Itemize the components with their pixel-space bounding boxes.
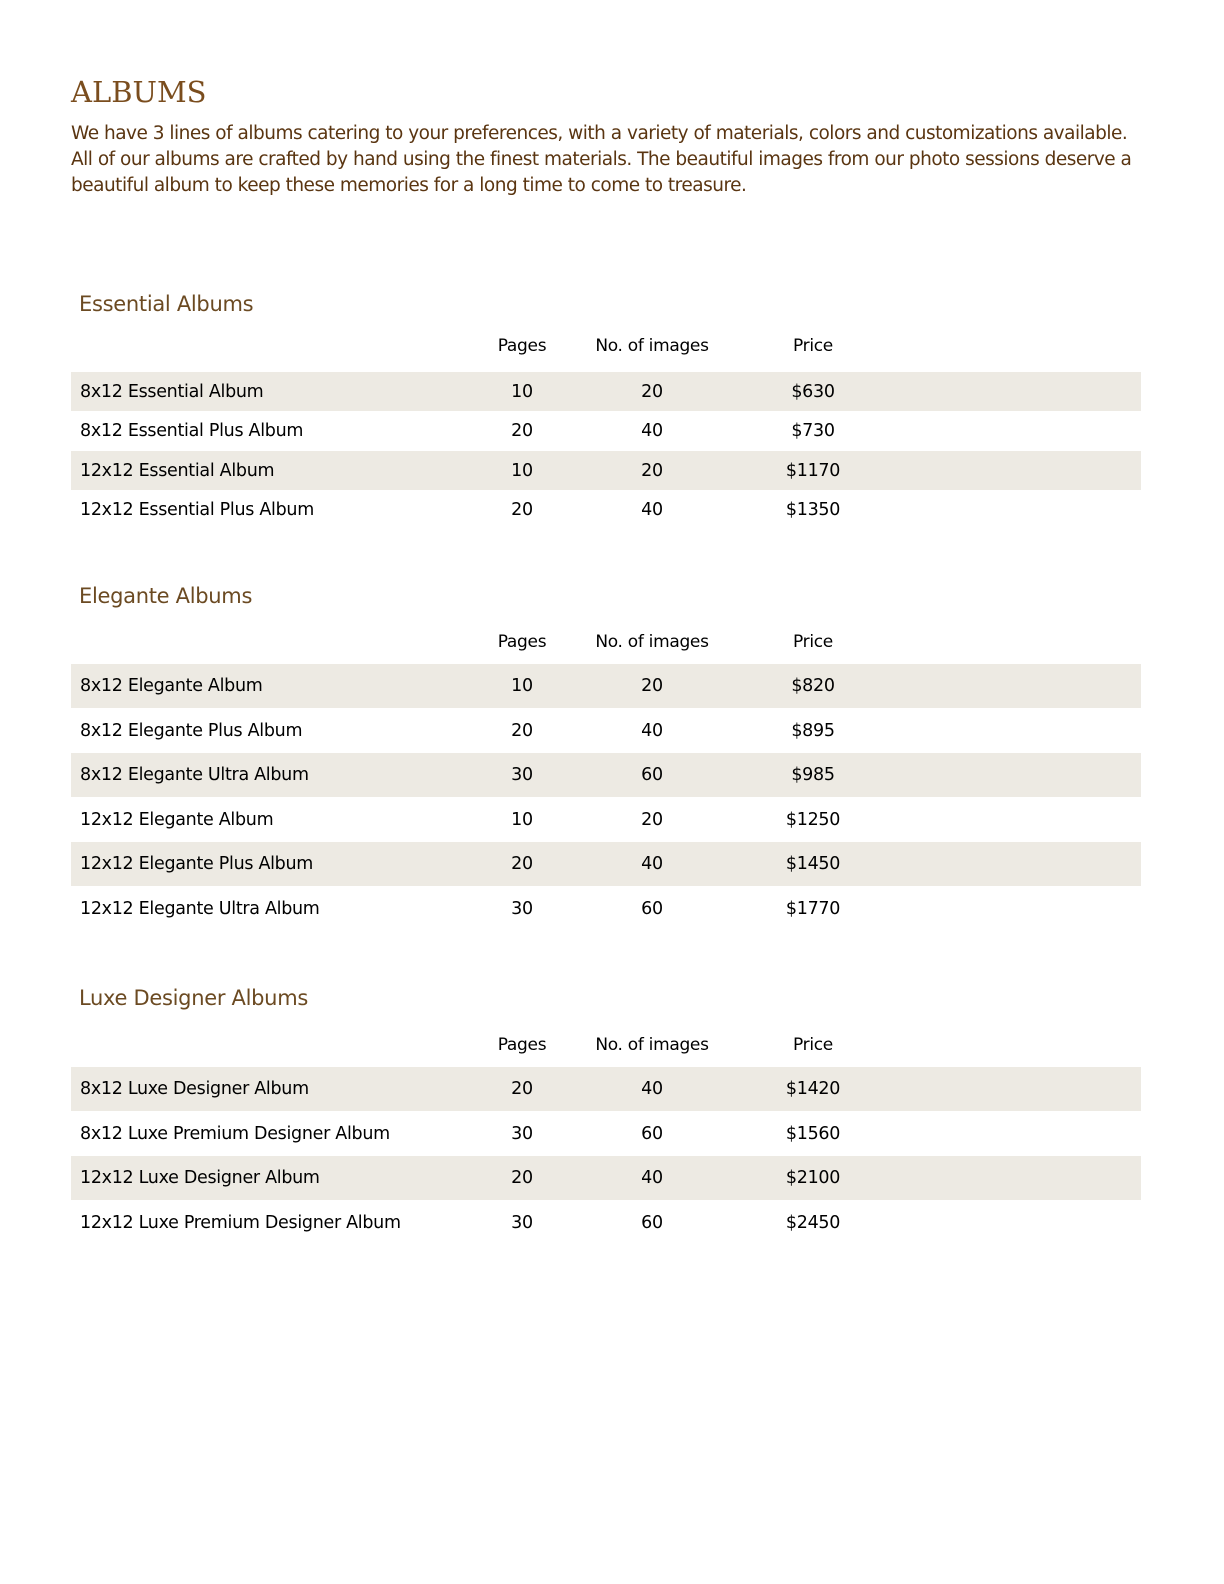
album-price: $820 <box>791 676 835 696</box>
column-header-price: Price <box>793 336 833 356</box>
album-images: 40 <box>641 1168 663 1188</box>
album-images: 40 <box>641 421 663 441</box>
album-name: 12x12 Luxe Designer Album <box>80 1168 320 1188</box>
album-pages: 20 <box>511 854 533 874</box>
album-name: 12x12 Elegante Plus Album <box>80 854 314 874</box>
table-row <box>71 1156 1141 1200</box>
album-pages: 10 <box>511 809 533 830</box>
album-images: 60 <box>641 1123 663 1144</box>
album-pages: 20 <box>511 720 533 741</box>
album-pages: 20 <box>511 1168 533 1188</box>
album-name: 12x12 Elegante Album <box>80 809 274 830</box>
album-images: 40 <box>641 1079 663 1099</box>
table-row <box>71 1067 1141 1111</box>
album-images: 60 <box>641 898 663 919</box>
album-images: 20 <box>641 809 663 830</box>
album-pages: 30 <box>511 1212 533 1233</box>
album-images: 20 <box>641 381 663 402</box>
album-name: 8x12 Luxe Designer Album <box>80 1079 309 1099</box>
album-pages: 20 <box>511 1079 533 1099</box>
album-price: $2450 <box>785 1212 841 1233</box>
table-row <box>71 842 1141 886</box>
album-name: 8x12 Luxe Premium Designer Album <box>80 1123 390 1144</box>
section-title: Essential Albums <box>79 292 254 316</box>
album-name: 8x12 Essential Plus Album <box>80 421 304 441</box>
column-header-images: No. of images <box>595 336 709 356</box>
table-row <box>71 797 1141 842</box>
album-price: $1350 <box>785 500 841 520</box>
table-row <box>71 490 1141 530</box>
album-images: 40 <box>641 720 663 741</box>
album-name: 8x12 Elegante Ultra Album <box>80 765 309 785</box>
table-row <box>71 664 1141 708</box>
album-price: $1170 <box>785 460 841 481</box>
album-pages: 10 <box>511 381 533 402</box>
album-images: 60 <box>641 1212 663 1233</box>
album-pages: 10 <box>511 676 533 696</box>
album-images: 40 <box>641 854 663 874</box>
album-price: $1450 <box>785 854 841 874</box>
section-title: Elegante Albums <box>79 584 253 608</box>
album-price: $895 <box>791 720 835 741</box>
table-row <box>71 451 1141 490</box>
essential-albums-section <box>0 290 1224 540</box>
album-images: 20 <box>641 460 663 481</box>
table-row <box>71 886 1141 931</box>
album-price: $1420 <box>785 1079 841 1099</box>
column-header-pages: Pages <box>497 336 547 356</box>
album-price: $2100 <box>785 1168 841 1188</box>
table-row <box>71 1111 1141 1156</box>
column-header-price: Price <box>793 632 833 652</box>
column-header-price: Price <box>793 1035 833 1055</box>
album-pages: 30 <box>511 898 533 919</box>
elegante-albums-section <box>0 582 1224 942</box>
album-name: 8x12 Elegante Plus Album <box>80 720 303 741</box>
album-images: 20 <box>641 676 663 696</box>
luxe-designer-albums-section <box>0 984 1224 1254</box>
table-row <box>71 372 1141 411</box>
album-images: 40 <box>641 500 663 520</box>
album-price: $730 <box>791 421 835 441</box>
table-row <box>71 1200 1141 1245</box>
album-name: 12x12 Essential Album <box>80 460 275 481</box>
album-name: 12x12 Elegante Ultra Album <box>80 898 320 919</box>
table-row <box>71 411 1141 451</box>
album-pages: 10 <box>511 460 533 481</box>
section-title: Luxe Designer Albums <box>79 986 308 1010</box>
column-header-pages: Pages <box>497 1035 547 1055</box>
album-price: $630 <box>791 381 835 402</box>
album-pages: 30 <box>511 765 533 785</box>
table-row <box>71 753 1141 797</box>
album-price: $985 <box>791 765 835 785</box>
column-header-images: No. of images <box>595 1035 709 1055</box>
album-price: $1770 <box>785 898 841 919</box>
album-price: $1560 <box>785 1123 841 1144</box>
page-title: ALBUMS <box>71 75 207 109</box>
album-name: 12x12 Essential Plus Album <box>80 500 314 520</box>
album-name: 8x12 Essential Album <box>80 381 264 402</box>
album-images: 60 <box>641 765 663 785</box>
album-name: 8x12 Elegante Album <box>80 676 263 696</box>
table-row <box>71 708 1141 753</box>
column-header-images: No. of images <box>595 632 709 652</box>
column-header-pages: Pages <box>497 632 547 652</box>
album-pages: 20 <box>511 500 533 520</box>
album-name: 12x12 Luxe Premium Designer Album <box>80 1212 401 1233</box>
intro-paragraph: We have 3 lines of albums catering to your preferences, with a variety of materials, colors and customizations available. All of our albums are crafted by hand using the finest materials. The beautiful images from our photo sessions deserve a beautiful album to keep these memories for a long time to come to treasure. <box>71 123 1132 196</box>
album-pages: 20 <box>511 421 533 441</box>
album-pages: 30 <box>511 1123 533 1144</box>
album-price: $1250 <box>785 809 841 830</box>
